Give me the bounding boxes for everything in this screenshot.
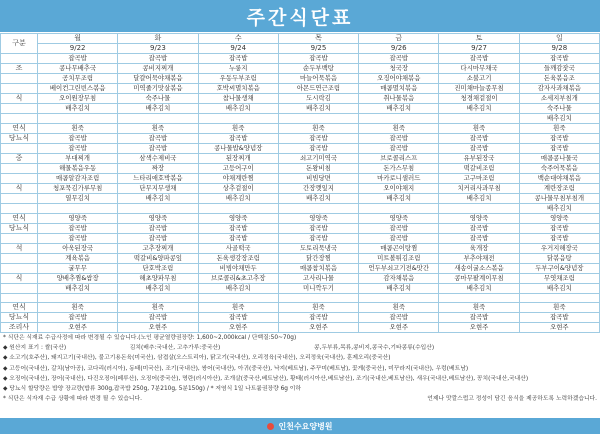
menu-item: 흰죽 [198, 124, 278, 134]
menu-item: 콩나물무침부침개 [519, 194, 599, 204]
menu-item: 배추김치 [38, 284, 118, 294]
menu-item: 순두부백탕 [278, 64, 358, 74]
meal-label [1, 174, 38, 184]
menu-item: 매콤참치볶음 [278, 264, 358, 274]
date-header: 9/22 [38, 44, 118, 54]
menu-item: 계란장조림 [519, 184, 599, 194]
menu-item: 배추김치 [198, 194, 278, 204]
menu-item: 잡곡밥 [519, 224, 599, 234]
menu-item [198, 204, 278, 214]
table-row [1, 224, 600, 234]
menu-item: 감자사과채볶음 [519, 84, 599, 94]
menu-item: 잡곡밥 [278, 313, 358, 323]
menu-item: 치커리사과무침 [439, 184, 519, 194]
table-row [1, 174, 600, 184]
meal-label: 식 [1, 274, 38, 284]
menu-item: 잡곡밥 [38, 313, 118, 323]
diet-label: 조리사 [1, 323, 38, 333]
menu-item: 배추김치 [118, 104, 198, 114]
menu-item: 배추김치 [359, 104, 439, 114]
menu-item: 영양죽 [439, 214, 519, 224]
meal-label: 식 [1, 94, 38, 104]
table-row [1, 44, 600, 54]
menu-item: 단호박조림 [118, 264, 198, 274]
menu-item: 잡곡밥 [439, 54, 519, 64]
menu-item: 떡갈비조림 [439, 164, 519, 174]
menu-item: 비빔당면 [278, 174, 358, 184]
menu-item: 공치무조림 [38, 74, 118, 84]
meal-label [1, 204, 38, 214]
note-line: ◆ 당뇨식 할당량은 밥양 장교량(밥류 300g,잡곡밥 250g, 7분210g, 5분150g) / * 저염식 1일 나트륨권장량 6g 이하 [3, 386, 302, 393]
menu-item: 아욱된장국 [38, 244, 118, 254]
menu-item: 진미채마늘종무침 [439, 84, 519, 94]
menu-item: 들깨감잣국 [519, 64, 599, 74]
menu-item: 굴무무 [38, 264, 118, 274]
menu-item: 영양죽 [198, 214, 278, 224]
menu-item: 새송이굴소스볶음 [439, 264, 519, 274]
menu-item: 느타리애호박볶음 [118, 174, 198, 184]
table-row [1, 104, 600, 114]
menu-item: 우거지해장국 [519, 244, 599, 254]
note-promise: 언제나 맛깔스럽고 정성이 담긴 음식을 제공하도록 노력하겠습니다. [427, 396, 597, 403]
menu-item: 무엿채조림 [519, 274, 599, 284]
menu-item: 마카로니샐러드 [359, 174, 439, 184]
menu-item: 잡곡밥 [278, 144, 358, 154]
menu-item: 배추김치 [118, 194, 198, 204]
meal-label [1, 104, 38, 114]
menu-item: 잡곡밥 [118, 144, 198, 154]
menu-item: 간장깻잎지 [278, 184, 358, 194]
menu-item [359, 204, 439, 214]
meal-label [1, 294, 38, 303]
menu-item: 잡곡밥 [118, 234, 198, 244]
diet-label: 연식 [1, 214, 38, 224]
menu-item: 잡곡밥 [359, 134, 439, 144]
menu-item: 잡곡밥 [198, 54, 278, 64]
day-header: 월 [38, 34, 118, 44]
menu-item: 오이야채지 [359, 184, 439, 194]
menu-item: 흰죽 [439, 303, 519, 313]
menu-item: 청국장 [359, 64, 439, 74]
menu-item: 사골떡국 [198, 244, 278, 254]
menu-item: 잡곡밥 [359, 313, 439, 323]
date-header: 9/27 [439, 44, 519, 54]
table-row [1, 254, 600, 264]
menu-item: 잡곡밥 [439, 144, 519, 154]
menu-item: 잡곡밥 [38, 144, 118, 154]
note-last [3, 394, 597, 404]
title-bar [0, 0, 600, 32]
table-row [1, 214, 600, 224]
menu-item: 해초양파무침 [118, 274, 198, 284]
table-row [1, 264, 600, 274]
menu-item: 배추김치 [519, 114, 599, 124]
menu-item: 잡곡밥 [359, 54, 439, 64]
menu-item: 잡곡밥 [359, 224, 439, 234]
menu-item: 잡곡밥 [118, 313, 198, 323]
menu-item: 배추김치 [439, 284, 519, 294]
hospital-logo-icon [267, 423, 274, 430]
menu-item: 고구마조림 [439, 174, 519, 184]
note-origin-rice: ◆ 원산지 표기 : 쌀(국산) [3, 345, 67, 352]
meal-label [1, 254, 38, 264]
note-origin-soy: 콩,두부류,목류,콩비지,콩국수,기타콩류(수입산) [314, 345, 435, 352]
diet-label: 연식 [1, 303, 38, 313]
menu-item: 오현주 [118, 323, 198, 333]
meal-label [1, 234, 38, 244]
menu-item: 흰죽 [198, 303, 278, 313]
meal-label [1, 84, 38, 94]
table-row [1, 313, 600, 323]
menu-item: 영양죽 [38, 214, 118, 224]
day-header: 수 [198, 34, 278, 44]
menu-item: 쇠고기미역국 [278, 154, 358, 164]
menu-item: 잡곡밥 [519, 134, 599, 144]
menu-item [38, 204, 118, 214]
menu-item: 언두부쇠고기전&맛간 [359, 264, 439, 274]
menu-item: 숙주나물 [519, 104, 599, 114]
menu-item: 오현주 [198, 323, 278, 333]
meal-label [1, 114, 38, 124]
date-header: 9/25 [278, 44, 358, 54]
menu-item: 배추김치 [359, 194, 439, 204]
menu-item: 매콤멸치볶음 [359, 84, 439, 94]
meal-label: 조 [1, 64, 38, 74]
menu-item: 잡곡밥 [118, 134, 198, 144]
menu-item: 흰죽 [38, 124, 118, 134]
menu-item [278, 114, 358, 124]
menu-item: 잡곡밥 [198, 134, 278, 144]
menu-item: 호박씨멸치볶음 [198, 84, 278, 94]
menu-item: 육개장 [439, 244, 519, 254]
menu-item: 아몬드연근조림 [278, 84, 358, 94]
menu-item: 배추김치 [118, 284, 198, 294]
menu-item: 삼색수제비국 [118, 154, 198, 164]
menu-item: 매콤알감자조림 [38, 174, 118, 184]
menu-item: 오현주 [359, 323, 439, 333]
menu-item [278, 204, 358, 214]
menu-item: 미트볼튀김조림 [359, 254, 439, 264]
menu-item: 브로콜리스프 [359, 154, 439, 164]
menu-item: 영양죽 [118, 214, 198, 224]
menu-item [439, 114, 519, 124]
menu-item: 잡곡밥 [38, 234, 118, 244]
menu-item [519, 294, 599, 303]
menu-item: 달걀어묵야채볶음 [118, 74, 198, 84]
menu-item: 배추김치 [198, 284, 278, 294]
table-row [1, 184, 600, 194]
menu-item [118, 114, 198, 124]
menu-item: 배추김치 [359, 284, 439, 294]
menu-item: 잡곡밥 [439, 313, 519, 323]
table-row [1, 204, 600, 214]
menu-item: 콩비지찌개 [118, 64, 198, 74]
menu-item: 닭간장찜 [278, 254, 358, 264]
menu-item: 해물볶음우동 [38, 164, 118, 174]
menu-item [359, 114, 439, 124]
date-header: 9/23 [118, 44, 198, 54]
day-header: 금 [359, 34, 439, 44]
table-row [1, 34, 600, 44]
menu-item: 숙주나물 [118, 94, 198, 104]
menu-item: 참나물생채 [198, 94, 278, 104]
menu-item: 흰죽 [38, 303, 118, 313]
footer-bar [0, 418, 600, 434]
menu-item: 잡곡밥 [359, 144, 439, 154]
diet-label: 당뇨식 [1, 134, 38, 144]
table-row [1, 164, 600, 174]
meal-label [1, 74, 38, 84]
menu-item [118, 204, 198, 214]
meal-label [1, 194, 38, 204]
table-row [1, 124, 600, 134]
diet-label: 당뇨식 [1, 224, 38, 234]
table-row [1, 234, 600, 244]
menu-item: 콩마무팥계이무침 [439, 274, 519, 284]
menu-item: 단무지무생채 [118, 184, 198, 194]
weekly-menu-table [0, 33, 600, 333]
meal-label: 식 [1, 184, 38, 194]
menu-item: 브로콜리&초고추장 [198, 274, 278, 284]
menu-item: 잡곡밥 [439, 134, 519, 144]
menu-item: 잡곡밥 [278, 134, 358, 144]
menu-item: 잡곡밥 [38, 54, 118, 64]
menu-item [198, 294, 278, 303]
menu-item: 양배추찜&쌈장 [38, 274, 118, 284]
menu-item: 매콤콩나물국 [519, 154, 599, 164]
header-label: 구분 [1, 34, 38, 54]
menu-item: 오현주 [278, 323, 358, 333]
menu-item: 오현주 [439, 323, 519, 333]
table-row [1, 294, 600, 303]
menu-item: 잡곡밥 [38, 224, 118, 234]
menu-item: 베이컨그린빈스볶음 [38, 84, 118, 94]
day-header: 일 [519, 34, 599, 44]
menu-item: 배추김치 [38, 104, 118, 114]
menu-item: 청경채겉절이 [439, 94, 519, 104]
menu-item [38, 294, 118, 303]
note-line: ◆ 소고기(호주산), 돼지고기(국내산), 불고기용돈육(미국산), 삼겹살(오스트리아), 닭고기(국내산), 오리정육(국내산), 오리정육(국내산), 훈제오리(중국산) [3, 355, 391, 362]
menu-item: 돈왕비침 [278, 164, 358, 174]
menu-item [118, 294, 198, 303]
note-change: * 식단은 식자재 수급 상황에 따라 변경 될 수 있습니다. [3, 396, 142, 403]
menu-item: 돈육볶음조 [519, 74, 599, 84]
table-row [1, 84, 600, 94]
menu-item: 누룽지 [198, 64, 278, 74]
note-origin-kimchi: 김치(배추:국내산, 고추가루:중국산) [129, 345, 221, 352]
menu-item [439, 294, 519, 303]
table-row [1, 154, 600, 164]
menu-item: 잡곡밥 [278, 224, 358, 234]
table-row [1, 114, 600, 124]
menu-item: 숙주어묵볶음 [519, 164, 599, 174]
menu-item: 소불고기 [439, 74, 519, 84]
menu-item: 닭볶음탕 [519, 254, 599, 264]
menu-item: 배추김치 [439, 194, 519, 204]
menu-item: 잡곡밥 [439, 224, 519, 234]
menu-item: 감자채볶음 [359, 274, 439, 284]
menu-item: 영양죽 [519, 214, 599, 224]
table-row [1, 74, 600, 84]
note-origin [3, 343, 597, 353]
menu-item: 흰죽 [278, 124, 358, 134]
menu-item: 배추김치 [278, 104, 358, 114]
menu-item: 마늘어묵볶음 [278, 74, 358, 84]
diet-label: 연식 [1, 124, 38, 134]
note-line: ◆ 고등어(국내산), 갈치(남아공), 코다리(러시아), 동태(미국산), 조기(국내산), 쌍어(국내산), 아귀(중국산), 낙지(베트남), 주꾸미(베트남), 꽃게(중국산), 미꾸라지(국내산), 우렁(베트남) [3, 365, 469, 372]
table-row [1, 244, 600, 254]
menu-item: 흰죽 [519, 303, 599, 313]
menu-item: 잡곡밥 [519, 234, 599, 244]
menu-item: 된장찌개 [198, 154, 278, 164]
menu-item: 잡곡밥 [198, 224, 278, 234]
menu-item: 잡곡밥 [198, 234, 278, 244]
menu-item: 다시마무채국 [439, 64, 519, 74]
menu-item: 흰죽 [359, 303, 439, 313]
menu-item: 잡곡밥 [519, 144, 599, 154]
menu-item: 돈가스무침 [359, 164, 439, 174]
menu-item: 흰죽 [278, 303, 358, 313]
menu-item: 상추겉절이 [198, 184, 278, 194]
notes-section [3, 333, 597, 404]
menu-item: 잡곡밥 [38, 134, 118, 144]
menu-item: 오현주 [519, 323, 599, 333]
meal-label [1, 264, 38, 274]
menu-item: 흰죽 [118, 124, 198, 134]
meal-label: 석 [1, 244, 38, 254]
table-row [1, 303, 600, 313]
menu-item: 잡곡밥 [118, 54, 198, 64]
menu-item: 고등어구이 [198, 164, 278, 174]
meal-label [1, 164, 38, 174]
menu-item: 비빔야채만두 [198, 264, 278, 274]
menu-item: 매콤곤이탕찜 [359, 244, 439, 254]
menu-item: 계육볶음 [38, 254, 118, 264]
menu-item [359, 294, 439, 303]
menu-item: 떡갈비&양파콩잎 [118, 254, 198, 264]
day-header: 토 [439, 34, 519, 44]
menu-item: 부추야채전 [439, 254, 519, 264]
menu-item: 흰죽 [519, 124, 599, 134]
table-row [1, 144, 600, 154]
menu-item: 잡곡밥 [118, 224, 198, 234]
menu-item: 잡곡밥 [278, 234, 358, 244]
menu-item [38, 114, 118, 124]
menu-item: 백순대야채볶음 [519, 174, 599, 184]
menu-item: 오이원장무침 [38, 94, 118, 104]
menu-item [439, 204, 519, 214]
menu-item: 두부구이&양념장 [519, 264, 599, 274]
table-row [1, 94, 600, 104]
menu-item: 취나물볶음 [359, 94, 439, 104]
menu-item: 영양죽 [359, 214, 439, 224]
menu-item: 우동두부조림 [198, 74, 278, 84]
menu-item: 배추김치 [278, 194, 358, 204]
page-title: 주간식단표 [246, 6, 354, 29]
menu-item: 배추김치 [519, 204, 599, 214]
table-row [1, 64, 600, 74]
menu-item [198, 114, 278, 124]
day-header: 화 [118, 34, 198, 44]
menu-item: 콩나물밥&양념장 [198, 144, 278, 154]
menu-item: 영양죽 [278, 214, 358, 224]
meal-label: 중 [1, 154, 38, 164]
table-row [1, 194, 600, 204]
table-row [1, 284, 600, 294]
menu-item: 짜장 [118, 164, 198, 174]
menu-item [278, 294, 358, 303]
menu-item: 흰죽 [439, 124, 519, 134]
menu-item: 미역줄기맛살볶음 [118, 84, 198, 94]
diet-label: 당뇨식 [1, 313, 38, 323]
menu-item: 돈육생강장조림 [198, 254, 278, 264]
table-row [1, 134, 600, 144]
meal-label [1, 284, 38, 294]
menu-item: 배추김치 [198, 104, 278, 114]
menu-item: 배추김치 [439, 104, 519, 114]
menu-item: 흰죽 [359, 124, 439, 134]
menu-item: 잡곡밥 [198, 313, 278, 323]
meal-label [1, 144, 38, 154]
date-header: 9/26 [359, 44, 439, 54]
menu-item: 고추장찌개 [118, 244, 198, 254]
menu-item: 미니깍두기 [278, 284, 358, 294]
menu-item: 고사리나물 [278, 274, 358, 284]
table-row [1, 274, 600, 284]
menu-item: 열무김치 [38, 194, 118, 204]
menu-item: 도토리묵냉국 [278, 244, 358, 254]
date-header: 9/24 [198, 44, 278, 54]
menu-item: 부대찌개 [38, 154, 118, 164]
note-line: * 식단은 식재료 수급사정에 따라 변경될 수 있습니다.(노인 평균열량권장량: 1,600~2,000kcal / 단백질:50~70g) [3, 335, 297, 341]
menu-item: 배추김치 [519, 284, 599, 294]
menu-item: 흰죽 [118, 303, 198, 313]
table-row [1, 323, 600, 333]
menu-item: 오현주 [38, 323, 118, 333]
menu-item: 야채계란찜 [198, 174, 278, 184]
menu-item: 잡곡밥 [439, 234, 519, 244]
menu-item: 잡곡밥 [519, 313, 599, 323]
footer-name: 인천수요양병원 [278, 421, 333, 431]
meal-label [1, 54, 38, 64]
day-header: 목 [278, 34, 358, 44]
menu-item: 콩나무배추국 [38, 64, 118, 74]
menu-item: 도시락김 [278, 94, 358, 104]
menu-item: 오징어야채볶음 [359, 74, 439, 84]
table-row [1, 54, 600, 64]
date-header: 9/28 [519, 44, 599, 54]
menu-item: 소세지부침개 [519, 94, 599, 104]
note-line: ◆ 오징어(국내산), 장어(국내산), 다진오징어(페루산), 오징어(중국산), 명란(러시아산), 조개살(중국산,베트남산), 황태(러시아산,베트남산), 조기(국내산,베트남산), 새우(국내산,베트남산), 꽁치(국내산,국내산) [3, 375, 529, 382]
menu-item: 잡곡밥 [278, 54, 358, 64]
menu-item: 잡곡밥 [359, 234, 439, 244]
menu-item: 청포묵김가루무침 [38, 184, 118, 194]
menu-item: 잡곡밥 [519, 54, 599, 64]
menu-item: 유부된장국 [439, 154, 519, 164]
